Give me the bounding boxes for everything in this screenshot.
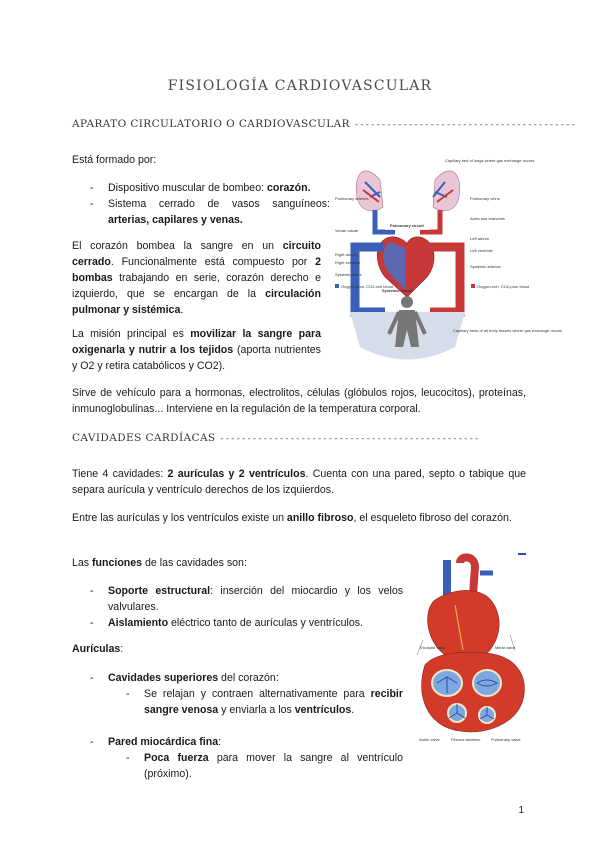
circulatory-system-diagram [335,152,563,370]
functions-intro: Las funciones de las cavidades son: [72,557,247,569]
list-item: - Poca fuerza para mover la sangre al ventrículo (próximo). [126,750,403,782]
paragraph-fibrous-ring: Entre las aurículas y los ventrículos existe un anillo fibroso, el esqueleto fibroso del corazón. [72,512,512,524]
valves-cross-section [422,652,525,732]
label-oxygen-rich: Oxygen-rich, CO2-poor blood [477,284,530,289]
label-left-ventricle: Left ventricle [470,248,493,253]
section-heading-circulatorio [72,118,576,130]
label-capillary-lungs: Capillary bed of lungs where gas exchange occurs [445,158,535,163]
page-number: 1 [518,805,524,816]
list-item: - Soporte estructural: inserción del miocardio y los velos valvulares. [90,583,403,615]
label-aortic: Aortic valve [419,737,440,742]
label-fibrous: Fibrous skeleton [451,737,481,742]
label-systemic-arteries: Systemic arteries [470,264,501,269]
section-rule: ----------------------------------------- [353,120,576,130]
label-pulmonary-valve: Pulmonary valve [491,737,521,742]
list-item: - Sistema cerrado de vasos sanguíneos: arterias, capilares y venas. [90,196,330,228]
label-vena-cava: Venae cavae [335,228,359,233]
section-heading-cavidades [72,432,479,444]
label-pulmonary-veins: Pulmonary veins [470,196,500,201]
bullet-list [90,180,330,228]
paragraph-cavities: Tiene 4 cavidades: 2 aurículas y 2 ventrículos. Cuenta con una pared, septo o tabique que separa aurícula y ventrículo derechos de los izquierdos. [72,468,527,496]
label-aorta: Aorta and branches [470,216,505,221]
label-mitral: Mitral valve [495,645,516,650]
section-heading-text: CAVIDADES CARDÍACAS [72,432,216,444]
list-item: - Cavidades superiores del corazón: [90,670,403,686]
body-figure-illustration [350,296,465,360]
paragraph-mission: La misión principal es movilizar la sangre para oxigenarla y nutrir a los tejidos (aporta nutrientes y O2 y retira catabólicos y CO2). [72,328,321,372]
section-heading-text: APARATO CIRCULATORIO O CARDIOVASCULAR [72,118,350,130]
list-item: - Dispositivo muscular de bombeo: corazón. [90,180,330,196]
label-tricuspid: Tricuspid valve [419,645,446,650]
auriculas-heading: Aurículas: [72,643,124,655]
label-capillary-tissues: Capillary beds of all body tissues where gas exchange occurs [453,328,563,333]
list-item: - Aislamiento eléctrico tanto de aurículas y ventrículos. [90,615,403,631]
lungs-illustration [356,171,460,211]
legend-swatch-oxygen-poor [335,284,339,288]
auriculas-list [90,670,403,782]
legend-swatch-oxygen-rich [471,284,475,288]
label-left-atrium: Left atrium [470,236,489,241]
heart-valves-diagram [415,555,530,750]
paragraph-vehicle: Sirve de vehículo para a hormonas, electrolitos, células (glóbulos rojos, leucocitos), proteínas, inmunoglobulinas... Interviene en la regulación de la temperatura corporal. [72,387,526,415]
label-oxygen-poor: Oxygen-poor, CO2-rich blood [341,284,394,289]
list-item: - Se relajan y contraen alternativamente para recibir sangre venosa y enviarla a los ventrículos. [126,686,403,718]
functions-list [90,583,403,631]
label-systemic-veins: Systemic veins [335,272,362,277]
label-systemic-circuit: Systemic circuit [382,288,413,293]
label-pulmonary-circuit: Pulmonary circuit [390,223,424,228]
section-rule: ------------------------------------------------ [219,434,480,444]
label-pulmonary-arteries: Pulmonary arteries [335,196,369,201]
label-right-ventricle: Right ventricle [335,260,361,265]
intro-text: Está formado por: [72,154,157,166]
page-title: FISIOLOGÍA CARDIOVASCULAR [167,78,433,94]
list-item: - Pared miocárdica fina: [90,734,403,750]
paragraph-circuit: El corazón bombea la sangre en un circuito cerrado. Funcionalmente está compuesto por 2 bombas trabajando en serie, corazón derecho e izquierdo, que se encargan de la circulación pulmonar y sistémica. [72,240,321,316]
label-right-atrium: Right atrium [335,252,357,257]
